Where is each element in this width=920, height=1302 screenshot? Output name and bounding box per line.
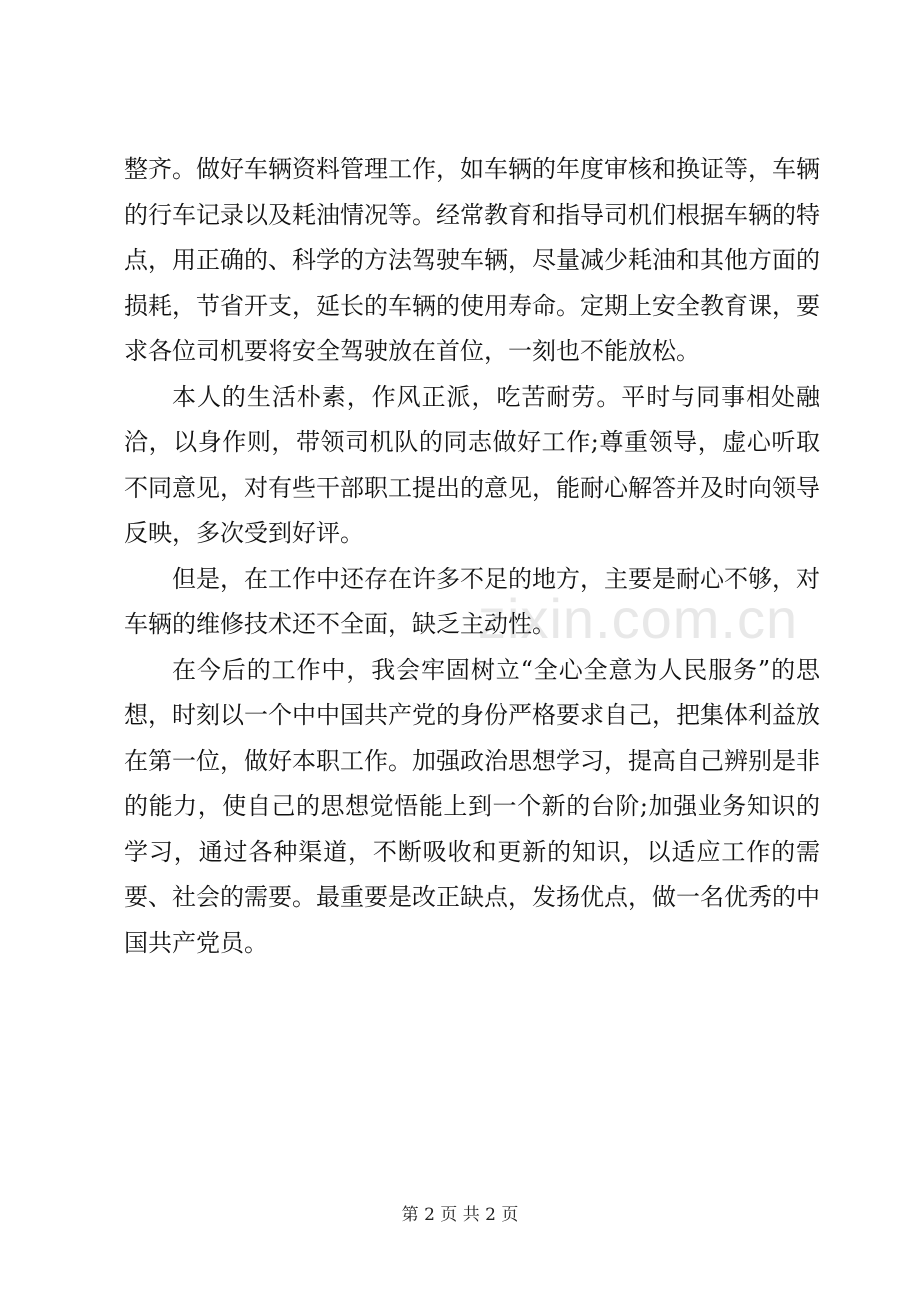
body-text bbox=[124, 147, 820, 966]
paragraph-future-plans: 在今后的工作中，我会牢固树立“全心全意为人民服务”的思想，时刻以一个中中国共产党的身份严格要求自己，把集体利益放在第一位，做好本职工作。加强政治思想学习，提高自己辨别是非的能力，使自己的思想觉悟能上到一个新的台阶;加强业务知识的学习，通过各种渠道，不断吸收和更新的知识，以适应工作的需要、社会的需要。最重要是改正缺点，发扬优点，做一名优秀的中国共产党员。 bbox=[124, 655, 820, 957]
paragraph-personal-conduct: 本人的生活朴素，作风正派，吃苦耐劳。平时与同事相处融洽，以身作则，带领司机队的同志做好工作;尊重领导，虚心听取不同意见，对有些干部职工提出的意见，能耐心解答并及时向领导反映，多次受到好评。 bbox=[124, 382, 820, 547]
page-footer: 第 2 页 共 2 页 bbox=[401, 1205, 519, 1225]
paragraph-shortcomings: 但是，在工作中还存在许多不足的地方，主要是耐心不够，对车辆的维修技术还不全面，缺乏主动性。 bbox=[124, 564, 820, 638]
watermark: zixin.com.cn bbox=[478, 587, 799, 650]
paragraph-continuation: 整齐。做好车辆资料管理工作，如车辆的年度审核和换证等，车辆的行车记录以及耗油情况等。经常教育和指导司机们根据车辆的特点，用正确的、科学的方法驾驶车辆，尽量减少耗油和其他方面的损耗，节省开支，延长的车辆的使用寿命。定期上安全教育课，要求各位司机要将安全驾驶放在首位，一刻也不能放松。 bbox=[124, 155, 820, 365]
